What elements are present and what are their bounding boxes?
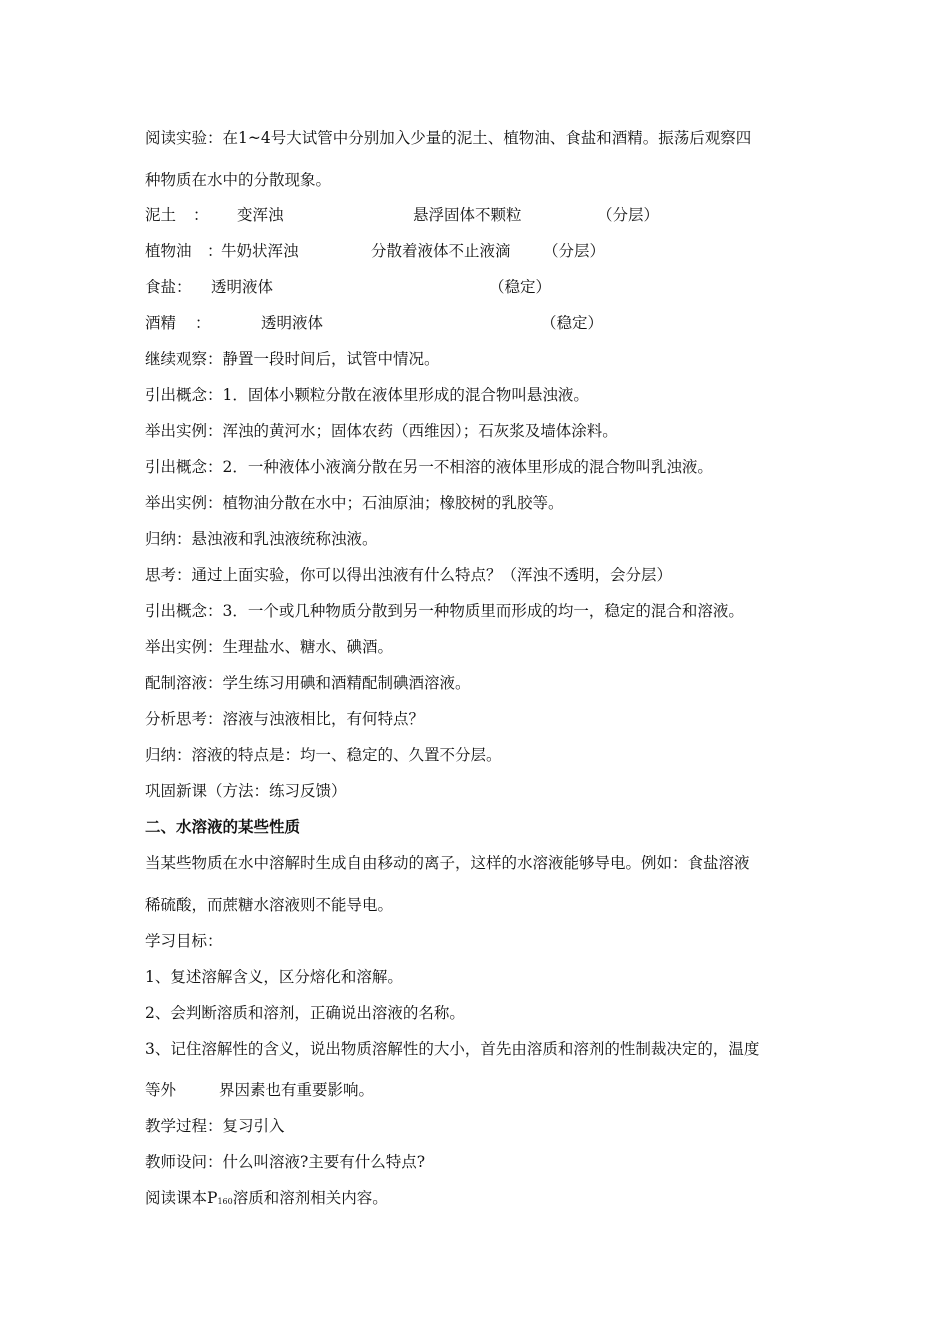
paragraph-line: 当某些物质在水中溶解时生成自由移动的离子，这样的水溶液能够导电。例如：食盐溶液 (145, 854, 750, 872)
observation-row (145, 277, 805, 297)
paragraph-line: 种物质在水中的分散现象。 (145, 171, 332, 189)
paragraph-line: 巩固新课（方法：练习反馈） (145, 782, 347, 800)
substance-name: 酒精 (145, 314, 177, 332)
paragraph-line: 阅读实验：在1~4号大试管中分别加入少量的泥土、植物油、食盐和酒精。振荡后观察四 (145, 129, 752, 147)
separator: ： (193, 206, 209, 224)
observation-row (145, 313, 805, 333)
paragraph-line: 引出概念：3．一个或几种物质分散到另一种物质里而形成的均一，稳定的混合和溶液。 (145, 602, 744, 620)
text-after: 溶质和溶剂相关内容。 (232, 1189, 388, 1207)
substance-name: 泥土 (145, 206, 177, 224)
continuation-right: 界因素也有重要影响。 (219, 1081, 375, 1099)
paragraph-line: 举出实例：浑浊的黄河水；固体农药（西维因）；石灰浆及墙体涂料。 (145, 422, 618, 440)
paragraph-line: 配制溶液：学生练习用碘和酒精配制碘酒溶液。 (145, 674, 471, 692)
paragraph-line: 分析思考：溶液与浊液相比，有何特点？ (145, 710, 425, 728)
continuation-left: 等外 (145, 1081, 177, 1099)
result: （稳定） (541, 314, 604, 332)
substance-name: 植物油 (145, 242, 192, 260)
paragraph-line: 举出实例：生理盐水、糖水、碘酒。 (145, 638, 394, 656)
paragraph-line: 举出实例：植物油分散在水中；石油原油；橡胶树的乳胶等。 (145, 494, 564, 512)
list-item: 2、会判断溶质和溶剂，正确说出溶液的名称。 (145, 1004, 465, 1022)
appearance: 变浑浊 (237, 206, 284, 224)
paragraph-line: 教师设问：什么叫溶液?主要有什么特点? (145, 1153, 426, 1171)
paragraph-line: 稀硫酸，而蔗糖水溶液则不能导电。 (145, 896, 394, 914)
substance-name: 食盐： (145, 278, 192, 296)
paragraph-line: 思考：通过上面实验，你可以得出浊液有什么特点？（浑浊不透明，会分层） (145, 566, 673, 584)
list-item: 3、记住溶解性的含义，说出物质溶解性的大小，首先由溶质和溶剂的性制裁决定的，温度 (145, 1040, 760, 1058)
paragraph-line: 继续观察：静置一段时间后，试管中情况。 (145, 350, 440, 368)
appearance: 透明液体 (261, 314, 324, 332)
description: 分散着液体不止液滴 (371, 242, 511, 260)
paragraph-line: 引出概念：2．一种液体小液滴分散在另一不相溶的液体里形成的混合物叫乳浊液。 (145, 458, 713, 476)
separator: ： (195, 314, 211, 332)
paragraph-line: 学习目标： (145, 932, 223, 950)
paragraph-line (145, 1188, 388, 1208)
result: （分层） (543, 242, 606, 260)
separator: ： (207, 242, 223, 260)
appearance: 透明液体 (211, 278, 274, 296)
paragraph-line: 归纳：溶液的特点是：均一、稳定的、久置不分层。 (145, 746, 502, 764)
description: 悬浮固体不颗粒 (413, 206, 522, 224)
appearance: 牛奶状浑浊 (221, 242, 299, 260)
observation-row (145, 205, 805, 225)
result: （稳定） (489, 278, 552, 296)
paragraph-line: 教学过程：复习引入 (145, 1117, 285, 1135)
observation-row (145, 241, 805, 261)
page-subscript: 160 (217, 1197, 233, 1206)
section-heading: 二、水溶液的某些性质 (145, 817, 301, 836)
list-item: 1、复述溶解含义，区分熔化和溶解。 (145, 968, 403, 986)
result: （分层） (597, 206, 660, 224)
paragraph-line: 归纳：悬浊液和乳浊液统称浊液。 (145, 530, 378, 548)
text-before: 阅读课本P (145, 1189, 218, 1207)
paragraph-line (145, 1080, 445, 1100)
paragraph-line: 引出概念：1．固体小颗粒分散在液体里形成的混合物叫悬浊液。 (145, 386, 589, 404)
